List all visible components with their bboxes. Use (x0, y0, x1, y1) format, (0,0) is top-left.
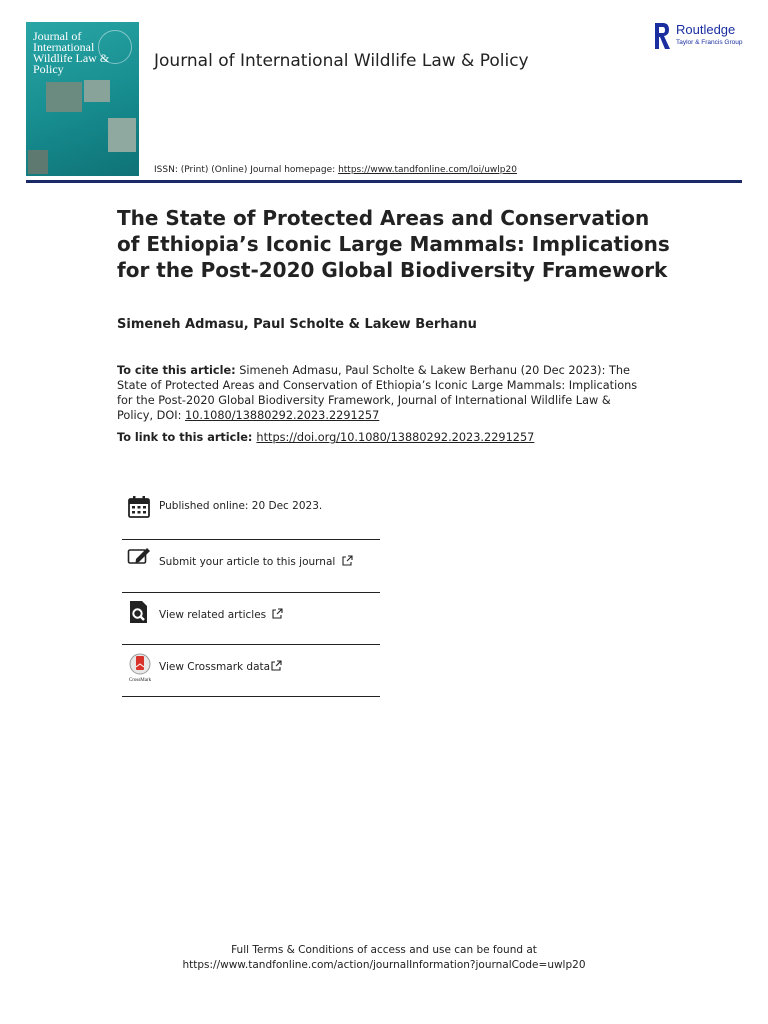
article-authors: Simeneh Admasu, Paul Scholte & Lakew Berhanu (117, 317, 477, 332)
crossmark-label: View Crossmark data (159, 661, 271, 673)
cover-title-line-1: Journal of (33, 29, 82, 43)
crossmark-row[interactable] (122, 645, 380, 697)
submit-article-link[interactable] (159, 555, 353, 569)
external-link-icon (272, 608, 283, 622)
external-link-icon (271, 660, 282, 674)
footer-terms-link[interactable]: https://www.tandfonline.com/action/journalInformation?journalCode=uwlp20 (182, 959, 586, 971)
footer-line-1: Full Terms & Conditions of access and use can be found at (231, 944, 537, 956)
journal-homepage-link[interactable]: https://www.tandfonline.com/loi/uwlp20 (338, 165, 517, 175)
cite-label: To cite this article: (117, 364, 236, 377)
related-articles-link[interactable] (159, 608, 283, 622)
action-divider (122, 696, 380, 697)
issn-label: ISSN: (Print) (Online) Journal homepage: (154, 165, 339, 175)
journal-cover-image (26, 22, 139, 176)
cover-photo-2 (84, 80, 110, 102)
publisher-logo (653, 22, 745, 50)
cover-photo-3 (108, 118, 136, 152)
publisher-subtitle: Taylor & Francis Group (676, 39, 743, 46)
submit-article-row[interactable] (122, 540, 380, 592)
cover-title (33, 31, 139, 75)
terms-footer (0, 943, 768, 973)
routledge-logo-icon (653, 22, 671, 50)
cite-text: Simeneh Admasu, Paul Scholte & Lakew Berhanu (20 Dec 2023): The State of Protected Areas and Conservation of Ethiopia’s Iconic Large Mammals: Implications for the Post-2020 Global Biodiversity Framework, Journal of International Wildlife Law & Policy, DOI: (117, 364, 638, 422)
search-document-icon (127, 600, 151, 624)
cover-title-line-2: International (33, 40, 95, 54)
cite-doi-link[interactable]: 10.1080/13880292.2023.2291257 (185, 409, 380, 422)
article-doi-link[interactable]: https://doi.org/10.1080/13880292.2023.2291257 (256, 431, 535, 444)
related-articles-row[interactable] (122, 593, 380, 645)
published-online-row (122, 492, 380, 544)
calendar-icon (127, 495, 151, 519)
edit-icon (127, 545, 151, 569)
crossmark-icon-text: CrossMark (128, 678, 152, 683)
article-link-line (117, 431, 534, 444)
crossmark-link[interactable] (159, 660, 282, 674)
issn-line (154, 165, 517, 175)
related-articles-label: View related articles (159, 609, 267, 621)
external-link-icon (342, 555, 353, 569)
crossmark-icon (127, 653, 153, 681)
published-online-text: Published online: 20 Dec 2023. (159, 500, 323, 512)
article-title: The State of Protected Areas and Conservation of Ethiopia’s Iconic Large Mammals: Implications for the Post-2020 Global Biodiversity Framework (117, 206, 670, 282)
journal-title: Journal of International Wildlife Law & Policy (154, 51, 529, 71)
cover-title-line-3: Wildlife Law & Policy (33, 51, 110, 76)
header-divider (26, 180, 742, 183)
citation-block (117, 363, 647, 423)
cover-photo-4 (28, 150, 48, 174)
cover-photo-1 (46, 82, 82, 112)
link-label: To link to this article: (117, 431, 253, 444)
submit-article-label: Submit your article to this journal (159, 556, 336, 568)
publisher-name: Routledge (676, 22, 736, 37)
